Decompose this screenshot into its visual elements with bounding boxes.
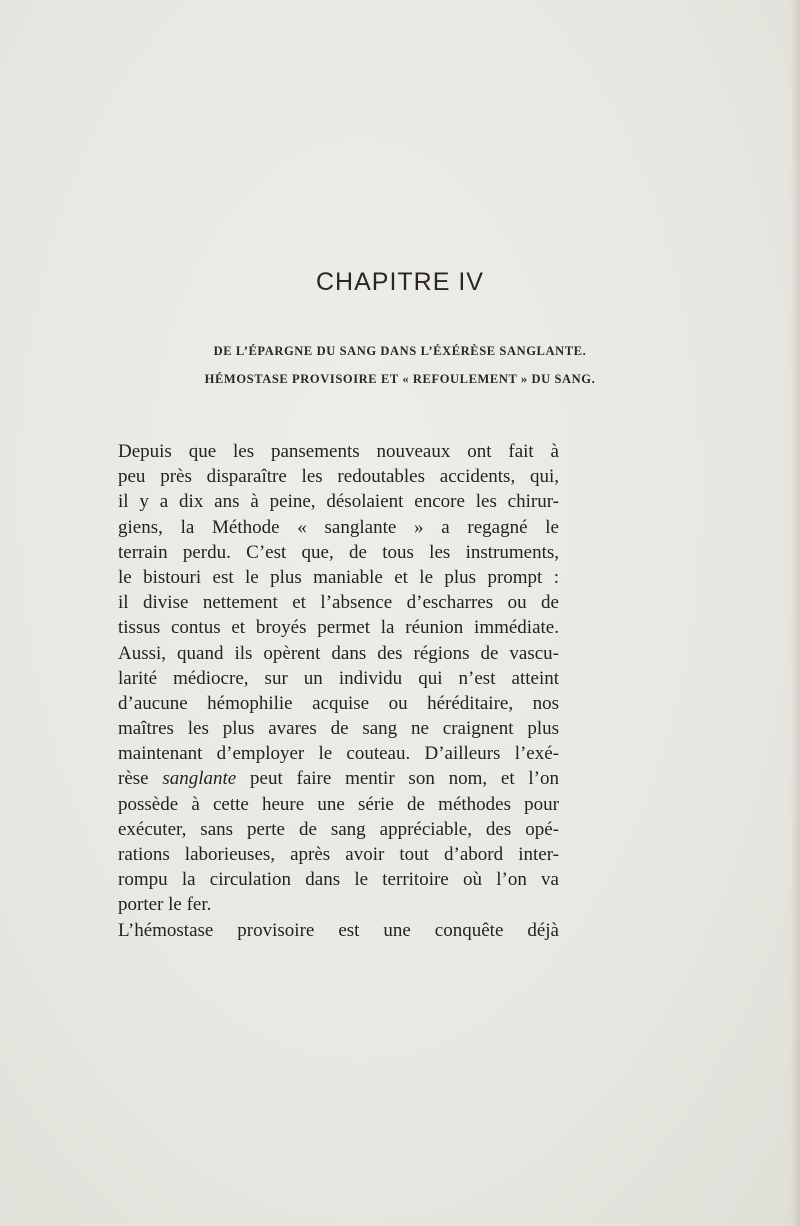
- text-line-with-italic: [118, 766, 559, 791]
- text-line: terrain perdu. C’est que, de tous les instruments,: [118, 541, 559, 563]
- chapter-title: CHAPITRE IV: [316, 268, 484, 296]
- italic-word: sanglante: [162, 768, 237, 790]
- text-line: le bistouri est le plus maniable et le plus prompt :: [118, 566, 559, 588]
- text-line: d’aucune hémophilie acquise ou héréditaire, nos: [118, 692, 559, 714]
- paragraph-2-first-line: L’hémostase provisoire est une conquête déjà: [118, 919, 559, 941]
- text-line: il divise nettement et l’absence d’escharres ou de: [118, 592, 559, 614]
- chapter-subtitle-line-2: HÉMOSTASE PROVISOIRE ET « REFOULEMENT » DU SANG.: [204, 372, 596, 386]
- text-line: maîtres les plus avares de sang ne craignent plus: [118, 718, 559, 740]
- text-fragment: peut faire mentir son nom, et l’on: [236, 768, 559, 790]
- paragraph-end-line: porter le fer.: [118, 894, 212, 916]
- chapter-subtitle-line-1: DE L’ÉPARGNE DU SANG DANS L’ÉXÉRÈSE SANGLANTE.: [213, 344, 587, 358]
- text-line: exécuter, sans perte de sang appréciable, des opé-: [118, 818, 559, 840]
- text-fragment: rèse: [118, 768, 163, 790]
- text-line: larité médiocre, sur un individu qui n’est atteint: [118, 667, 559, 689]
- text-line: possède à cette heure une série de méthodes pour: [118, 793, 559, 815]
- text-line: Aussi, quand ils opèrent dans des régions de vascu-: [118, 642, 559, 664]
- text-line: maintenant d’employer le couteau. D’ailleurs l’exé-: [118, 743, 559, 765]
- body-text: [118, 439, 559, 943]
- page-edge-shadow: [790, 0, 800, 1226]
- text-line: tissus contus et broyés permet la réunion immédiate.: [118, 617, 559, 639]
- text-line: Depuis que les pansements nouveaux ont fait à: [118, 441, 559, 462]
- text-line: il y a dix ans à peine, désolaient encore les chirur-: [118, 491, 559, 513]
- text-line: giens, la Méthode « sanglante » a regagné le: [118, 516, 559, 538]
- text-line: rompu la circulation dans le territoire où l’on va: [118, 869, 559, 891]
- text-line: peu près disparaître les redoutables accidents, qui,: [118, 466, 559, 488]
- text-line: rations laborieuses, après avoir tout d’abord inter-: [118, 844, 559, 865]
